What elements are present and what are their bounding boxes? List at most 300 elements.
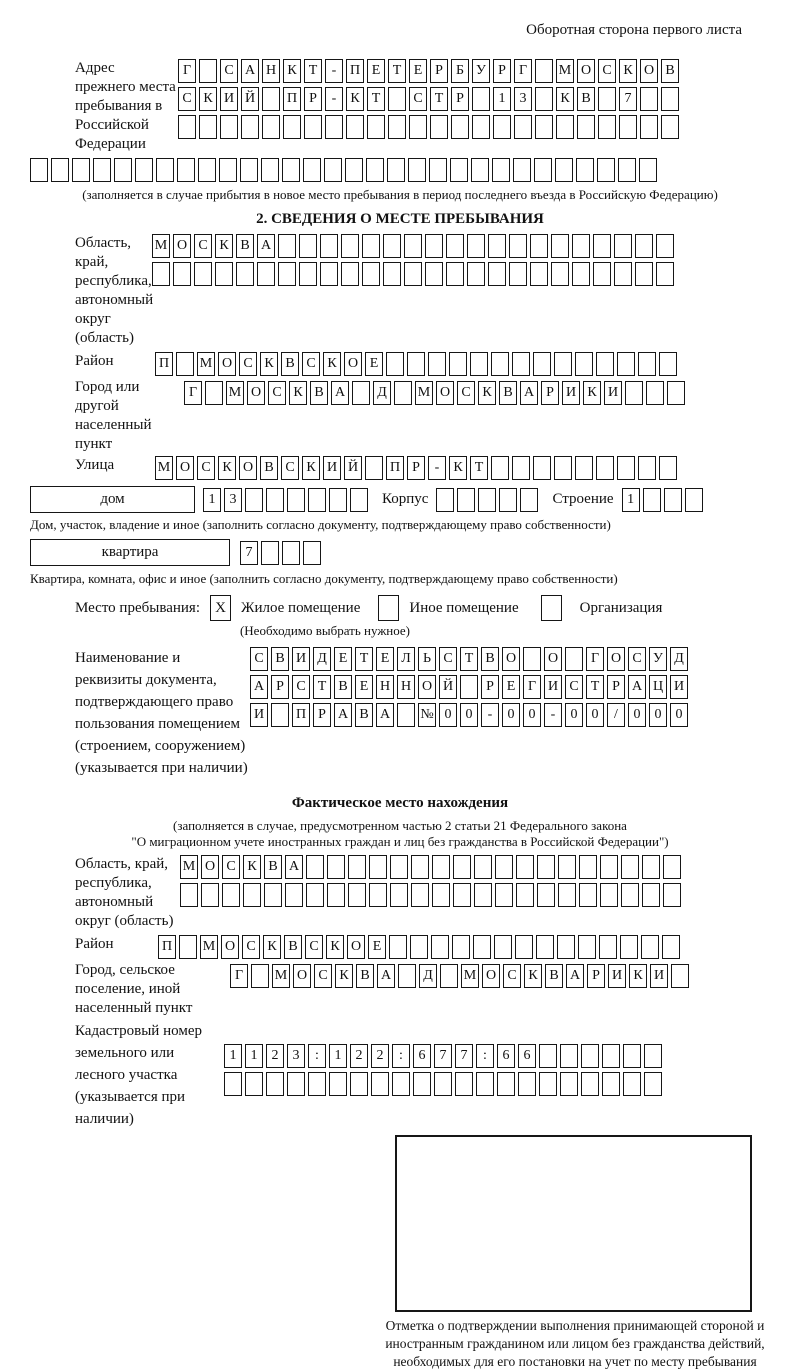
char-cell[interactable]: А	[628, 675, 646, 699]
char-cell[interactable]: С	[220, 59, 238, 83]
char-cell[interactable]	[177, 158, 195, 182]
char-cell[interactable]: Е	[368, 935, 386, 959]
char-cell[interactable]	[205, 381, 223, 405]
char-cell[interactable]: А	[566, 964, 584, 988]
char-cell[interactable]: С	[194, 234, 212, 258]
char-cell[interactable]	[341, 262, 359, 286]
char-cell[interactable]	[598, 87, 616, 111]
char-cell[interactable]	[596, 352, 614, 376]
char-cell[interactable]: Н	[262, 59, 280, 83]
char-cell[interactable]: В	[356, 964, 374, 988]
char-cell[interactable]	[72, 158, 90, 182]
char-cell[interactable]: 0	[565, 703, 583, 727]
char-cell[interactable]	[600, 883, 618, 907]
char-cell[interactable]	[635, 262, 653, 286]
char-cell[interactable]	[199, 115, 217, 139]
char-cell[interactable]	[201, 883, 219, 907]
char-cell[interactable]: 3	[287, 1044, 305, 1068]
char-cell[interactable]	[572, 234, 590, 258]
char-cell[interactable]: 1	[245, 1044, 263, 1068]
char-cell[interactable]: П	[283, 87, 301, 111]
char-cell[interactable]	[299, 262, 317, 286]
char-cell[interactable]	[425, 262, 443, 286]
char-cell[interactable]: У	[472, 59, 490, 83]
char-cell[interactable]	[534, 158, 552, 182]
char-cell[interactable]	[575, 456, 593, 480]
char-cell[interactable]: В	[661, 59, 679, 83]
char-cell[interactable]	[451, 115, 469, 139]
char-cell[interactable]	[329, 1072, 347, 1096]
char-cell[interactable]: О	[239, 456, 257, 480]
char-cell[interactable]: П	[386, 456, 404, 480]
char-cell[interactable]	[555, 158, 573, 182]
char-cell[interactable]	[425, 234, 443, 258]
char-cell[interactable]	[554, 456, 572, 480]
char-cell[interactable]	[644, 1044, 662, 1068]
char-cell[interactable]: И	[323, 456, 341, 480]
char-cell[interactable]: 6	[413, 1044, 431, 1068]
char-cell[interactable]	[514, 115, 532, 139]
char-cell[interactable]	[320, 262, 338, 286]
char-cell[interactable]	[306, 855, 324, 879]
char-cell[interactable]: К	[199, 87, 217, 111]
char-cell[interactable]: Н	[397, 675, 415, 699]
char-cell[interactable]	[429, 158, 447, 182]
char-cell[interactable]: О	[201, 855, 219, 879]
char-cell[interactable]: С	[305, 935, 323, 959]
char-cell[interactable]	[516, 855, 534, 879]
char-cell[interactable]: С	[439, 647, 457, 671]
char-cell[interactable]: 7	[455, 1044, 473, 1068]
char-cell[interactable]	[264, 883, 282, 907]
char-cell[interactable]	[329, 488, 347, 512]
char-cell[interactable]	[262, 115, 280, 139]
char-cell[interactable]	[287, 488, 305, 512]
char-cell[interactable]: К	[478, 381, 496, 405]
char-cell[interactable]	[283, 115, 301, 139]
char-cell[interactable]: Е	[409, 59, 427, 83]
char-cell[interactable]: Ь	[418, 647, 436, 671]
char-cell[interactable]: О	[293, 964, 311, 988]
char-cell[interactable]	[245, 1072, 263, 1096]
char-cell[interactable]	[180, 883, 198, 907]
char-cell[interactable]	[520, 488, 538, 512]
char-cell[interactable]: К	[449, 456, 467, 480]
char-cell[interactable]: Т	[355, 647, 373, 671]
char-cell[interactable]: Й	[439, 675, 457, 699]
char-cell[interactable]	[467, 262, 485, 286]
char-cell[interactable]: 7	[619, 87, 637, 111]
char-cell[interactable]	[304, 115, 322, 139]
char-cell[interactable]	[619, 115, 637, 139]
char-cell[interactable]	[303, 158, 321, 182]
char-cell[interactable]: М	[415, 381, 433, 405]
char-cell[interactable]: Г	[514, 59, 532, 83]
char-cell[interactable]	[495, 855, 513, 879]
char-cell[interactable]: А	[331, 381, 349, 405]
char-cell[interactable]: И	[562, 381, 580, 405]
char-cell[interactable]	[643, 488, 661, 512]
char-cell[interactable]: П	[155, 352, 173, 376]
char-cell[interactable]: 1	[329, 1044, 347, 1068]
char-cell[interactable]: -	[325, 87, 343, 111]
char-cell[interactable]	[579, 883, 597, 907]
char-cell[interactable]	[578, 935, 596, 959]
char-cell[interactable]: №	[418, 703, 436, 727]
char-cell[interactable]: О	[347, 935, 365, 959]
char-cell[interactable]: В	[545, 964, 563, 988]
char-cell[interactable]	[431, 935, 449, 959]
char-cell[interactable]: А	[334, 703, 352, 727]
char-cell[interactable]	[350, 1072, 368, 1096]
char-cell[interactable]	[261, 158, 279, 182]
char-cell[interactable]	[495, 883, 513, 907]
char-cell[interactable]	[509, 234, 527, 258]
char-cell[interactable]	[308, 1072, 326, 1096]
char-cell[interactable]	[449, 352, 467, 376]
char-cell[interactable]: О	[344, 352, 362, 376]
char-cell[interactable]: И	[604, 381, 622, 405]
char-cell[interactable]: А	[520, 381, 538, 405]
char-cell[interactable]	[299, 234, 317, 258]
char-cell[interactable]: С	[250, 647, 268, 671]
char-cell[interactable]: В	[281, 352, 299, 376]
char-cell[interactable]	[394, 381, 412, 405]
char-cell[interactable]: 2	[266, 1044, 284, 1068]
char-cell[interactable]	[642, 855, 660, 879]
char-cell[interactable]	[397, 703, 415, 727]
char-cell[interactable]	[516, 883, 534, 907]
char-cell[interactable]	[558, 855, 576, 879]
char-cell[interactable]	[327, 855, 345, 879]
char-cell[interactable]: С	[281, 456, 299, 480]
char-cell[interactable]	[664, 488, 682, 512]
char-cell[interactable]: В	[499, 381, 517, 405]
char-cell[interactable]	[667, 381, 685, 405]
char-cell[interactable]	[491, 352, 509, 376]
char-cell[interactable]	[493, 115, 511, 139]
char-cell[interactable]	[413, 1072, 431, 1096]
char-cell[interactable]	[476, 1072, 494, 1096]
char-cell[interactable]	[530, 262, 548, 286]
char-cell[interactable]: :	[392, 1044, 410, 1068]
char-cell[interactable]	[266, 1072, 284, 1096]
char-cell[interactable]: О	[640, 59, 658, 83]
char-cell[interactable]	[194, 262, 212, 286]
char-cell[interactable]	[474, 855, 492, 879]
char-cell[interactable]: О	[247, 381, 265, 405]
char-cell[interactable]	[303, 541, 321, 565]
char-cell[interactable]	[593, 234, 611, 258]
char-cell[interactable]	[428, 352, 446, 376]
char-cell[interactable]	[593, 262, 611, 286]
char-cell[interactable]	[597, 158, 615, 182]
char-cell[interactable]	[620, 935, 638, 959]
char-cell[interactable]	[386, 352, 404, 376]
char-cell[interactable]: Д	[670, 647, 688, 671]
char-cell[interactable]: Д	[373, 381, 391, 405]
char-cell[interactable]	[352, 381, 370, 405]
char-cell[interactable]: В	[271, 647, 289, 671]
char-cell[interactable]	[467, 234, 485, 258]
char-cell[interactable]: В	[355, 703, 373, 727]
char-cell[interactable]	[434, 1072, 452, 1096]
char-cell[interactable]	[617, 456, 635, 480]
char-cell[interactable]: К	[583, 381, 601, 405]
char-cell[interactable]	[446, 262, 464, 286]
checkbox-inoe[interactable]	[378, 595, 399, 621]
char-cell[interactable]	[362, 262, 380, 286]
char-cell[interactable]	[257, 262, 275, 286]
char-cell[interactable]	[345, 158, 363, 182]
char-cell[interactable]	[436, 488, 454, 512]
char-cell[interactable]	[535, 115, 553, 139]
char-cell[interactable]	[492, 158, 510, 182]
char-cell[interactable]	[369, 883, 387, 907]
char-cell[interactable]	[411, 883, 429, 907]
char-cell[interactable]	[599, 935, 617, 959]
char-cell[interactable]: 1	[493, 87, 511, 111]
char-cell[interactable]	[639, 158, 657, 182]
char-cell[interactable]: Т	[470, 456, 488, 480]
char-cell[interactable]	[565, 647, 583, 671]
char-cell[interactable]	[600, 855, 618, 879]
char-cell[interactable]	[215, 262, 233, 286]
char-cell[interactable]	[518, 1072, 536, 1096]
char-cell[interactable]: 3	[514, 87, 532, 111]
char-cell[interactable]	[623, 1044, 641, 1068]
char-cell[interactable]	[558, 883, 576, 907]
char-cell[interactable]: А	[250, 675, 268, 699]
char-cell[interactable]	[617, 352, 635, 376]
char-cell[interactable]: В	[284, 935, 302, 959]
char-cell[interactable]	[659, 456, 677, 480]
char-cell[interactable]: А	[377, 964, 395, 988]
char-cell[interactable]: В	[236, 234, 254, 258]
char-cell[interactable]: В	[481, 647, 499, 671]
char-cell[interactable]	[285, 883, 303, 907]
char-cell[interactable]	[471, 158, 489, 182]
char-cell[interactable]: -	[325, 59, 343, 83]
char-cell[interactable]: -	[428, 456, 446, 480]
char-cell[interactable]	[320, 234, 338, 258]
checkbox-zhiloe[interactable]: X	[210, 595, 231, 621]
char-cell[interactable]	[685, 488, 703, 512]
char-cell[interactable]	[245, 488, 263, 512]
char-cell[interactable]	[452, 935, 470, 959]
char-cell[interactable]: Д	[419, 964, 437, 988]
char-cell[interactable]: С	[628, 647, 646, 671]
char-cell[interactable]: Г	[184, 381, 202, 405]
char-cell[interactable]: О	[502, 647, 520, 671]
char-cell[interactable]	[523, 647, 541, 671]
char-cell[interactable]	[408, 158, 426, 182]
char-cell[interactable]: А	[257, 234, 275, 258]
char-cell[interactable]: К	[263, 935, 281, 959]
char-cell[interactable]	[450, 158, 468, 182]
char-cell[interactable]	[409, 115, 427, 139]
char-cell[interactable]	[539, 1044, 557, 1068]
char-cell[interactable]: Г	[178, 59, 196, 83]
char-cell[interactable]	[388, 115, 406, 139]
char-cell[interactable]: С	[268, 381, 286, 405]
char-cell[interactable]	[457, 488, 475, 512]
char-cell[interactable]	[392, 1072, 410, 1096]
char-cell[interactable]: М	[226, 381, 244, 405]
char-cell[interactable]: Й	[344, 456, 362, 480]
char-cell[interactable]	[198, 158, 216, 182]
char-cell[interactable]	[554, 352, 572, 376]
char-cell[interactable]	[596, 456, 614, 480]
char-cell[interactable]	[661, 87, 679, 111]
char-cell[interactable]	[220, 115, 238, 139]
char-cell[interactable]: П	[158, 935, 176, 959]
char-cell[interactable]	[199, 59, 217, 83]
char-cell[interactable]	[638, 456, 656, 480]
char-cell[interactable]	[621, 855, 639, 879]
char-cell[interactable]: 0	[460, 703, 478, 727]
char-cell[interactable]: К	[629, 964, 647, 988]
char-cell[interactable]	[271, 703, 289, 727]
char-cell[interactable]	[243, 883, 261, 907]
char-cell[interactable]	[282, 158, 300, 182]
char-cell[interactable]	[659, 352, 677, 376]
char-cell[interactable]	[537, 883, 555, 907]
char-cell[interactable]	[474, 883, 492, 907]
char-cell[interactable]	[404, 234, 422, 258]
char-cell[interactable]	[509, 262, 527, 286]
char-cell[interactable]	[577, 115, 595, 139]
char-cell[interactable]	[176, 352, 194, 376]
char-cell[interactable]	[551, 262, 569, 286]
char-cell[interactable]: -	[544, 703, 562, 727]
char-cell[interactable]: С	[178, 87, 196, 111]
char-cell[interactable]	[308, 488, 326, 512]
char-cell[interactable]	[350, 488, 368, 512]
char-cell[interactable]: О	[436, 381, 454, 405]
char-cell[interactable]: А	[285, 855, 303, 879]
char-cell[interactable]: К	[302, 456, 320, 480]
char-cell[interactable]: 1	[203, 488, 221, 512]
char-cell[interactable]: С	[565, 675, 583, 699]
char-cell[interactable]: В	[577, 87, 595, 111]
char-cell[interactable]	[306, 883, 324, 907]
char-cell[interactable]	[387, 158, 405, 182]
char-cell[interactable]	[478, 488, 496, 512]
char-cell[interactable]: С	[503, 964, 521, 988]
char-cell[interactable]: Е	[367, 59, 385, 83]
char-cell[interactable]: С	[292, 675, 310, 699]
char-cell[interactable]: К	[243, 855, 261, 879]
char-cell[interactable]: 0	[502, 703, 520, 727]
char-cell[interactable]	[640, 87, 658, 111]
char-cell[interactable]	[114, 158, 132, 182]
char-cell[interactable]	[537, 855, 555, 879]
char-cell[interactable]	[240, 158, 258, 182]
char-cell[interactable]	[661, 115, 679, 139]
char-cell[interactable]: О	[607, 647, 625, 671]
char-cell[interactable]	[325, 115, 343, 139]
char-cell[interactable]	[602, 1044, 620, 1068]
char-cell[interactable]: К	[524, 964, 542, 988]
char-cell[interactable]: А	[376, 703, 394, 727]
char-cell[interactable]: И	[544, 675, 562, 699]
char-cell[interactable]	[671, 964, 689, 988]
char-cell[interactable]	[535, 59, 553, 83]
char-cell[interactable]: О	[176, 456, 194, 480]
char-cell[interactable]	[623, 1072, 641, 1096]
char-cell[interactable]	[453, 855, 471, 879]
char-cell[interactable]	[581, 1044, 599, 1068]
char-cell[interactable]: 7	[240, 541, 258, 565]
char-cell[interactable]: В	[334, 675, 352, 699]
char-cell[interactable]	[410, 935, 428, 959]
char-cell[interactable]: О	[173, 234, 191, 258]
char-cell[interactable]: Т	[313, 675, 331, 699]
char-cell[interactable]: 1	[622, 488, 640, 512]
char-cell[interactable]	[390, 883, 408, 907]
char-cell[interactable]	[383, 234, 401, 258]
char-cell[interactable]	[365, 456, 383, 480]
char-cell[interactable]	[497, 1072, 515, 1096]
char-cell[interactable]	[512, 456, 530, 480]
char-cell[interactable]: -	[481, 703, 499, 727]
char-cell[interactable]	[366, 158, 384, 182]
char-cell[interactable]	[536, 935, 554, 959]
char-cell[interactable]: :	[308, 1044, 326, 1068]
char-cell[interactable]	[278, 262, 296, 286]
char-cell[interactable]	[241, 115, 259, 139]
char-cell[interactable]: В	[264, 855, 282, 879]
char-cell[interactable]: 1	[224, 1044, 242, 1068]
char-cell[interactable]: С	[457, 381, 475, 405]
char-cell[interactable]	[491, 456, 509, 480]
char-cell[interactable]	[455, 1072, 473, 1096]
char-cell[interactable]	[488, 262, 506, 286]
char-cell[interactable]	[494, 935, 512, 959]
char-cell[interactable]: Р	[541, 381, 559, 405]
char-cell[interactable]	[178, 115, 196, 139]
char-cell[interactable]: К	[326, 935, 344, 959]
char-cell[interactable]: Р	[481, 675, 499, 699]
char-cell[interactable]: Е	[355, 675, 373, 699]
char-cell[interactable]: И	[250, 703, 268, 727]
char-cell[interactable]	[598, 115, 616, 139]
char-cell[interactable]	[618, 158, 636, 182]
char-cell[interactable]	[663, 855, 681, 879]
char-cell[interactable]	[282, 541, 300, 565]
char-cell[interactable]	[640, 115, 658, 139]
char-cell[interactable]	[324, 158, 342, 182]
char-cell[interactable]: 3	[224, 488, 242, 512]
char-cell[interactable]	[346, 115, 364, 139]
char-cell[interactable]	[614, 262, 632, 286]
char-cell[interactable]: С	[598, 59, 616, 83]
char-cell[interactable]	[635, 234, 653, 258]
char-cell[interactable]: К	[289, 381, 307, 405]
char-cell[interactable]: Е	[502, 675, 520, 699]
char-cell[interactable]	[404, 262, 422, 286]
char-cell[interactable]	[432, 883, 450, 907]
char-cell[interactable]	[179, 935, 197, 959]
char-cell[interactable]	[581, 1072, 599, 1096]
char-cell[interactable]: К	[260, 352, 278, 376]
char-cell[interactable]	[663, 883, 681, 907]
char-cell[interactable]: С	[302, 352, 320, 376]
char-cell[interactable]: Е	[365, 352, 383, 376]
char-cell[interactable]: М	[200, 935, 218, 959]
char-cell[interactable]: М	[152, 234, 170, 258]
